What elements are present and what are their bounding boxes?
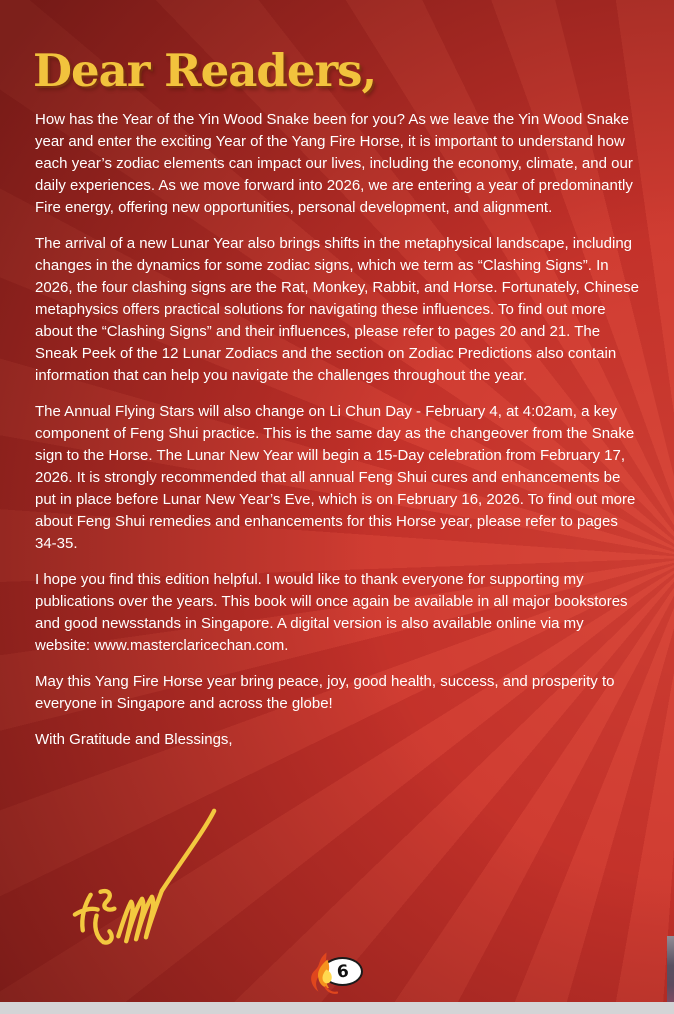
closing-line: With Gratitude and Blessings, — [35, 731, 233, 748]
paragraph-wishes: May this Yang Fire Horse year bring peace, joy, good health, success, and prosperity to everyone in Singapore and across the globe! — [35, 673, 615, 712]
page-title: Dear Readers, — [33, 44, 377, 97]
bottom-strip — [0, 1002, 674, 1014]
signature-scribble — [66, 804, 224, 954]
paragraph-clashing-signs: The arrival of a new Lunar Year also brings shifts in the metaphysical landscape, including changes in the dynamics for some zodiac signs, which we term as “Clashing Signs”. In 2026, the four clashing signs are the Rat, Monkey, Rabbit, and Horse. Fortunately, Chinese metaphysics offers practical solutions for navigating these influences. To find out more about the “Clashing Signs” and their influences, please refer to pages 20 and 21. The Sneak Peek of the 12 Lunar Zodiacs and the section on Zodiac Predictions also contain information that can help you navigate the challenges throughout the year. — [35, 235, 639, 384]
page-number: 6 — [335, 960, 350, 983]
flame-icon — [306, 950, 338, 996]
letter-body — [35, 109, 641, 765]
paragraph-thanks: I hope you find this edition helpful. I would like to thank everyone for supporting my publications over the years. This book will once again be available in all major bookstores and good newsstands in Singapore. A digital version is also available online via my website: www.masterclaricechan.com. — [35, 571, 628, 654]
paragraph-intro: How has the Year of the Yin Wood Snake been for you? As we leave the Yin Wood Snake year and enter the exciting Year of the Yang Fire Horse, it is important to understand how each year’s zodiac elements can impact our lives, including the economy, climate, and our daily experiences. As we move forward into 2026, we are entering a year of predominantly Fire energy, offering new opportunities, personal development, and alignment. — [35, 111, 633, 216]
page-edge-artifact — [667, 936, 674, 1002]
paragraph-flying-stars: The Annual Flying Stars will also change on Li Chun Day - February 4, at 4:02am, a key component of Feng Shui practice. This is the same day as the changeover from the Snake sign to the Horse. The Lunar New Year will begin a 15-Day celebration from February 17, 2026. It is strongly recommended that all annual Feng Shui cures and enhancements be put in place before Lunar New Year’s Eve, which is on February 16, 2026. To find out more about Feng Shui remedies and enhancements for this Horse year, please refer to pages 34-35. — [35, 403, 636, 552]
page-number-badge — [306, 948, 372, 998]
